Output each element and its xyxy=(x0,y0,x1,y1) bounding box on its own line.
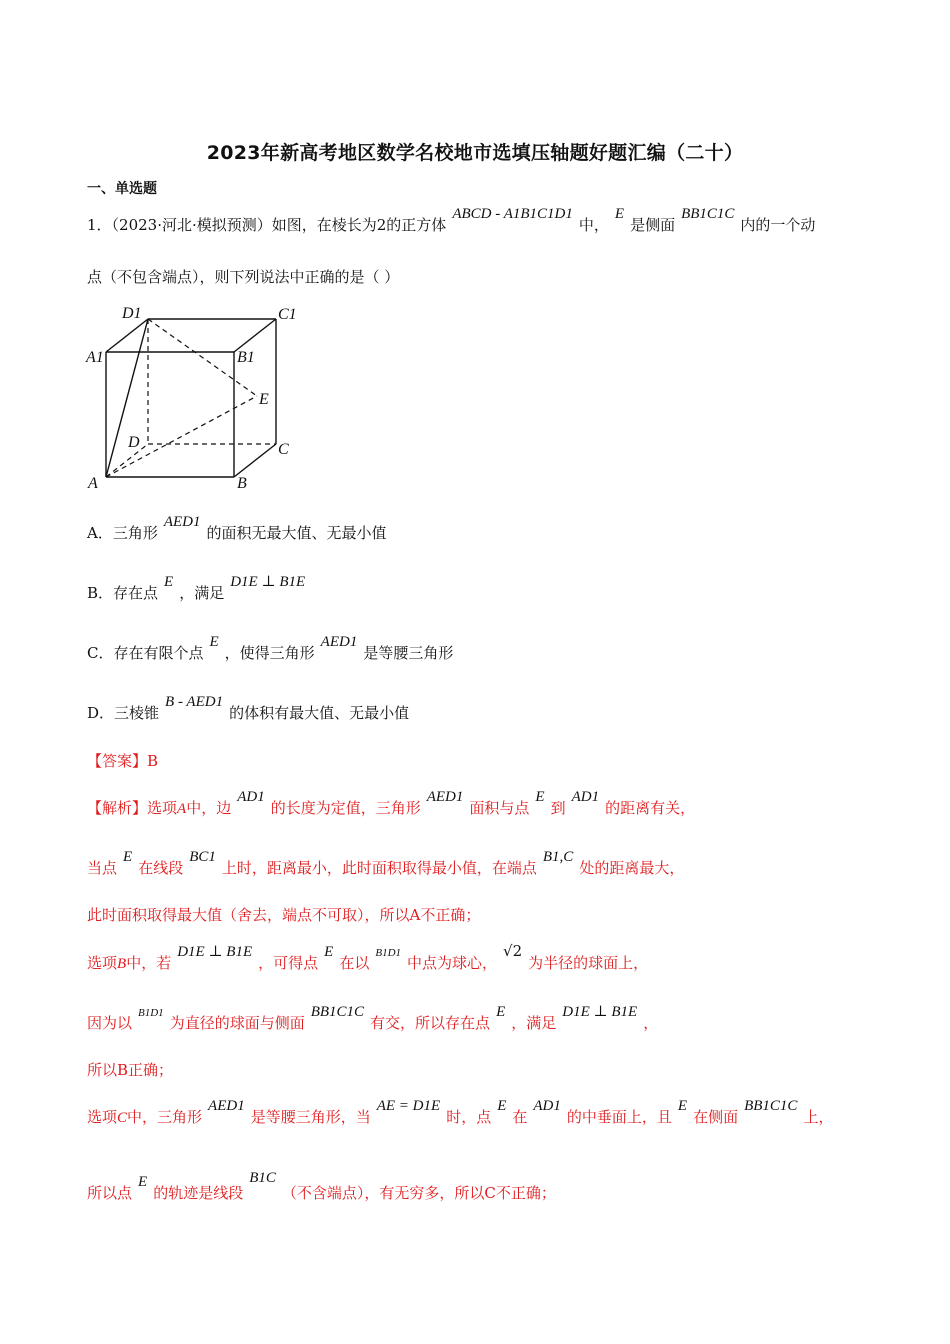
text: 在线段 xyxy=(138,859,184,877)
label-c: C xyxy=(278,441,289,458)
text: （不含端点），有无穷多，所以C不正确； xyxy=(281,1184,556,1202)
option-b xyxy=(87,574,311,603)
question-text-a: 中， xyxy=(578,216,609,234)
text: 中，若 xyxy=(126,954,172,972)
question-line-1 xyxy=(87,206,816,235)
label-a: A xyxy=(88,475,98,492)
question-text-c: 内的一个动 xyxy=(740,216,816,234)
math: AED1 xyxy=(426,789,464,805)
analysis-line-5 xyxy=(87,1004,659,1033)
page-title: 2023年新高考地区数学名校地市选填压轴题好题汇编（二十） xyxy=(206,142,744,164)
text: ， xyxy=(643,1014,659,1032)
analysis-label: 【解析】 xyxy=(87,799,148,817)
math: B1D1 xyxy=(375,947,402,959)
text: ，可得点 xyxy=(258,954,319,972)
math: B1,C xyxy=(542,849,574,865)
text: 到 xyxy=(550,799,566,817)
text: 的轨迹是线段 xyxy=(153,1184,244,1202)
analysis-line-2 xyxy=(87,849,685,878)
option-c-mid: ，使得三角形 xyxy=(224,644,315,662)
var-e: E xyxy=(614,206,625,222)
math: E xyxy=(535,789,545,805)
option-c-var: E xyxy=(209,634,219,650)
option-b-mid: ，满足 xyxy=(179,584,225,602)
math: B1D1 xyxy=(138,1007,164,1019)
math: AD1 xyxy=(533,1098,561,1114)
edge-a1d1 xyxy=(106,319,148,352)
analysis-line-1 xyxy=(87,789,696,818)
math: D1E ⊥ B1E xyxy=(177,944,253,960)
segment-ad1 xyxy=(106,319,148,477)
math: E xyxy=(496,1004,506,1020)
math: E xyxy=(677,1098,688,1114)
math: A xyxy=(177,801,187,817)
option-d xyxy=(87,694,410,723)
math: E xyxy=(123,849,133,865)
math: B xyxy=(117,956,127,972)
face-name: BB1C1C xyxy=(681,206,735,222)
math: AED1 xyxy=(208,1098,245,1114)
math: C xyxy=(117,1110,128,1126)
text: 当点 xyxy=(87,859,118,877)
text: 为直径的球面与侧面 xyxy=(169,1014,305,1032)
text: 中，三角形 xyxy=(127,1108,203,1126)
math: AD1 xyxy=(571,789,600,805)
text: 面积与点 xyxy=(469,799,530,817)
question-line-2: 点（不包含端点），则下列说法中正确的是（ ） xyxy=(87,268,400,286)
option-d-prefix: D．三棱锥 xyxy=(87,704,160,722)
text: 所以点 xyxy=(87,1184,133,1202)
text: 有交，所以存在点 xyxy=(370,1014,491,1032)
label-b: B xyxy=(237,475,247,492)
option-a-math: AED1 xyxy=(163,514,201,530)
question-number: 1． xyxy=(87,216,112,234)
option-a xyxy=(87,514,387,543)
label-b1: B1 xyxy=(237,349,255,366)
option-b-math: D1E ⊥ B1E xyxy=(230,574,306,590)
math: BB1C1C xyxy=(744,1098,798,1114)
text: 上， xyxy=(803,1108,834,1126)
option-c-prefix: C．存在有限个点 xyxy=(87,644,204,662)
answer-line xyxy=(87,750,158,771)
math: AE = D1E xyxy=(376,1098,441,1114)
text: 中点为球心， xyxy=(407,954,498,972)
text: 上时，距离最小，此时面积取得最小值，在端点 xyxy=(221,859,537,877)
text: 的距离有关， xyxy=(605,799,696,817)
analysis-line-6: 所以B正确； xyxy=(87,1061,174,1079)
math: E xyxy=(138,1174,148,1190)
cube-figure xyxy=(84,300,304,495)
edge-b1c1 xyxy=(234,319,276,352)
text: 的长度为定值，三角形 xyxy=(270,799,421,817)
label-d: D xyxy=(128,434,140,451)
cube-name: ABCD - A1B1C1D1 xyxy=(452,206,573,222)
analysis-line-8 xyxy=(87,1170,556,1203)
label-c1: C1 xyxy=(278,306,297,323)
math: BB1C1C xyxy=(310,1004,365,1020)
analysis-line-4 xyxy=(87,942,649,973)
option-a-suffix: 的面积无最大值、无最小值 xyxy=(206,524,387,542)
math: E xyxy=(324,944,334,960)
option-d-suffix: 的体积有最大值、无最小值 xyxy=(229,704,410,722)
label-e: E xyxy=(259,391,269,408)
text: 为半径的球面上， xyxy=(528,954,649,972)
math: AD1 xyxy=(237,789,265,805)
question-text-b: 是侧面 xyxy=(630,216,676,234)
edge-ad-hidden xyxy=(106,444,148,477)
label-d1: D1 xyxy=(122,305,142,322)
label-a1: A1 xyxy=(86,349,104,366)
option-c-suffix: 是等腰三角形 xyxy=(363,644,454,662)
option-b-var: E xyxy=(164,574,174,590)
text: 的中垂面上，且 xyxy=(566,1108,672,1126)
text: 处的距离最大， xyxy=(579,859,685,877)
option-a-prefix: A．三角形 xyxy=(87,524,158,542)
text: 中，边 xyxy=(186,799,232,817)
text: 选项 xyxy=(87,1108,118,1126)
analysis-line-3: 此时面积取得最大值（舍去，端点不可取），所以A不正确； xyxy=(87,906,481,924)
edge-bc xyxy=(234,444,276,477)
math: B1C xyxy=(249,1170,276,1186)
option-c xyxy=(87,634,454,663)
sqrt2: √2 xyxy=(503,942,523,960)
option-b-prefix: B．存在点 xyxy=(87,584,159,602)
answer-value: B xyxy=(147,752,159,770)
analysis-line-7 xyxy=(87,1098,834,1127)
text: 选项 xyxy=(87,954,118,972)
text: 在 xyxy=(512,1108,528,1126)
text: 是等腰三角形，当 xyxy=(250,1108,371,1126)
question-source: （2023·河北·模拟预测）如图，在棱长为2的正方体 xyxy=(111,216,447,234)
answer-label: 【答案】 xyxy=(87,752,148,770)
math: D1E ⊥ B1E xyxy=(562,1004,638,1020)
math: BC1 xyxy=(189,849,216,865)
section-heading: 一、单选题 xyxy=(87,181,157,197)
text: 在侧面 xyxy=(693,1108,739,1126)
text: 选项 xyxy=(147,799,178,817)
text: ，满足 xyxy=(511,1014,557,1032)
text: 时，点 xyxy=(446,1108,492,1126)
option-d-math: B - AED1 xyxy=(165,694,224,710)
option-c-math: AED1 xyxy=(320,634,358,650)
text: 在以 xyxy=(339,954,370,972)
math: E xyxy=(497,1098,507,1114)
text: 因为以 xyxy=(87,1014,133,1032)
